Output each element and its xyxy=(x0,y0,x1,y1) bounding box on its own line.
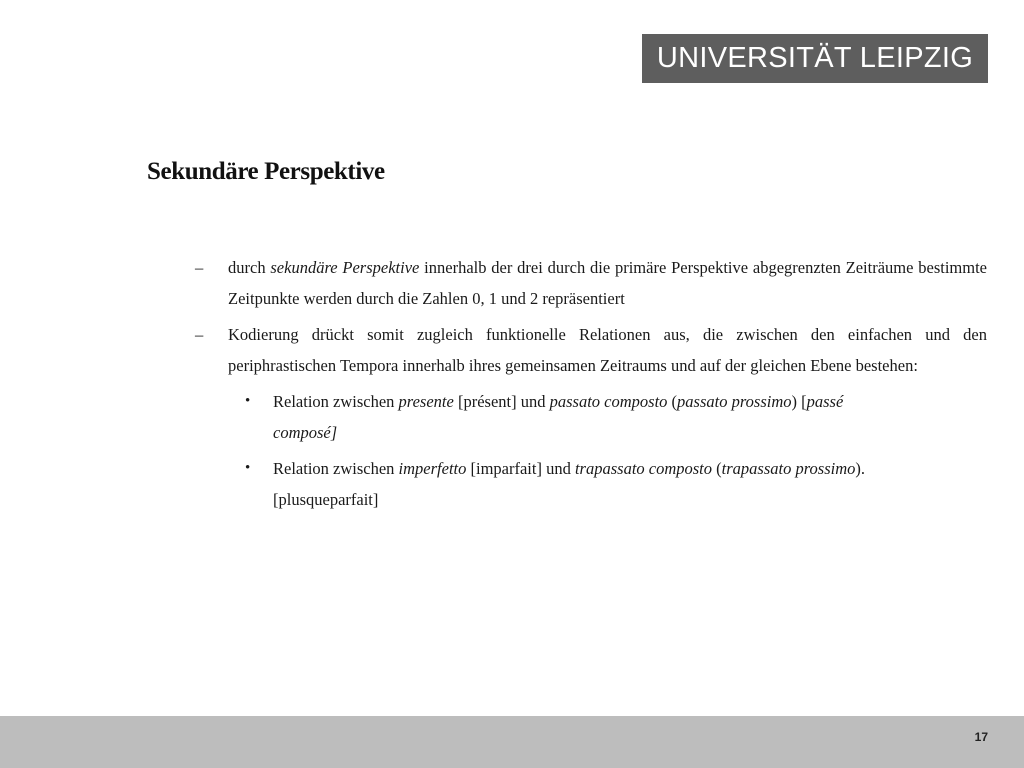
list-item xyxy=(195,252,987,314)
footer-bar xyxy=(0,716,1024,768)
dash-marker: – xyxy=(195,325,204,344)
sub-list-item xyxy=(195,386,987,448)
sub-item-text: Relation zwischen imperfetto [imparfait] und trapassato composto (trapassato prossimo).[plusqueparfait] xyxy=(273,459,865,509)
bullet-marker: • xyxy=(245,393,251,409)
slide-content xyxy=(195,252,987,520)
dash-marker: – xyxy=(195,258,204,277)
item-text: durch sekundäre Perspektive innerhalb der drei durch die primäre Perspektive abgegrenzten Zeiträume bestimmte Zeitpunkte werden durch die Zahlen 0, 1 und 2 repräsentiert xyxy=(228,258,987,308)
item-text: Kodierung drückt somit zugleich funktionelle Relationen aus, die zwischen den einfachen und den periphrastischen Tempora innerhalb ihres gemeinsamen Zeitraums und auf der gleichen Ebene bestehen: xyxy=(228,325,987,375)
slide-title: Sekundäre Perspektive xyxy=(147,158,385,185)
list-item xyxy=(195,319,987,381)
sub-item-text: Relation zwischen presente [présent] und passato composto (passato prossimo) [passé composé] xyxy=(273,392,844,442)
page-number: 17 xyxy=(974,730,988,744)
university-logo: UNIVERSITÄT LEIPZIG xyxy=(642,34,988,83)
sub-list-item xyxy=(195,453,987,515)
bullet-marker: • xyxy=(245,460,251,476)
